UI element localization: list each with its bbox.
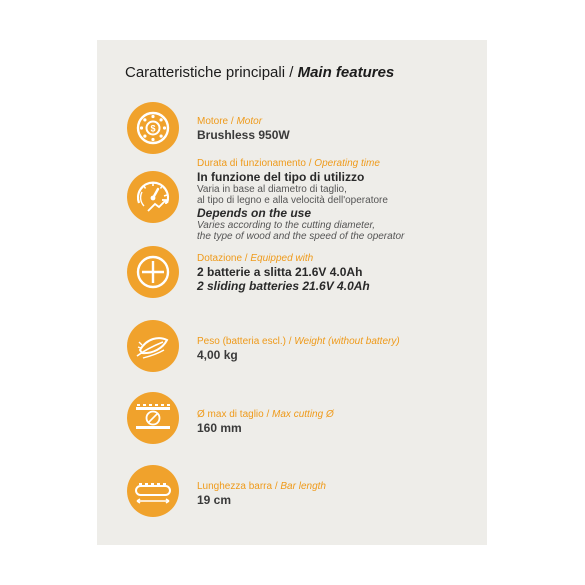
plus-circle-icon bbox=[127, 246, 179, 298]
operating-time-desc-en-1: Varies according to the cutting diameter, bbox=[197, 220, 376, 231]
operating-time-label-it: Durata di funzionamento / bbox=[197, 158, 315, 169]
timer-gauge-icon bbox=[127, 171, 179, 223]
operating-time-desc-it-2: al tipo di legno e alla velocità dell'operatore bbox=[197, 195, 388, 206]
equipment-value-en: 2 sliding batteries 21.6V 4.0Ah bbox=[197, 279, 370, 293]
bar-length-value: 19 cm bbox=[197, 493, 232, 507]
operating-time-desc-it-1: Varia in base al diametro di taglio, bbox=[197, 184, 347, 195]
title-italian: Caratteristiche principali / bbox=[125, 64, 298, 81]
equipment-label-en: Equipped with bbox=[250, 253, 314, 264]
bar-length-label-it: Lunghezza barra / bbox=[197, 481, 281, 492]
weight-label-en: Weight (without battery) bbox=[294, 336, 400, 347]
max-cutting-label-en: Max cutting Ø bbox=[272, 409, 334, 420]
feather-weight-icon bbox=[127, 320, 179, 372]
max-cutting-value: 160 mm bbox=[197, 421, 242, 435]
feature-motor bbox=[197, 116, 290, 142]
feature-equipment bbox=[197, 253, 370, 293]
max-cutting-label-it: Ø max di taglio / bbox=[197, 409, 273, 420]
equipment-value-it: 2 batterie a slitta 21.6V 4.0Ah bbox=[197, 265, 363, 279]
motor-label-en: Motor bbox=[236, 116, 263, 127]
feature-max-cutting bbox=[197, 409, 334, 435]
bar-length-label-en: Bar length bbox=[280, 481, 326, 492]
chain-diameter-icon bbox=[127, 392, 179, 444]
feature-operating-time bbox=[197, 158, 404, 242]
equipment-label-it: Dotazione / bbox=[197, 253, 251, 264]
svg-text:$: $ bbox=[150, 123, 156, 134]
operating-time-desc-en-2: the type of wood and the speed of the operator bbox=[197, 231, 405, 242]
weight-value: 4,00 kg bbox=[197, 348, 238, 362]
feature-bar-length bbox=[197, 481, 326, 507]
feature-weight bbox=[197, 336, 400, 362]
operating-time-value-en: Depends on the use bbox=[197, 206, 312, 220]
bar-length-icon bbox=[127, 465, 179, 517]
operating-time-label-en: Operating time bbox=[314, 158, 380, 169]
motor-value: Brushless 950W bbox=[197, 128, 290, 142]
motor-icon bbox=[127, 102, 179, 154]
operating-time-value-it: In funzione del tipo di utilizzo bbox=[197, 170, 365, 184]
page-title bbox=[125, 64, 394, 81]
title-english: Main features bbox=[297, 64, 395, 81]
weight-label-it: Peso (batteria escl.) / bbox=[197, 336, 295, 347]
motor-label-it: Motore / bbox=[197, 116, 237, 127]
